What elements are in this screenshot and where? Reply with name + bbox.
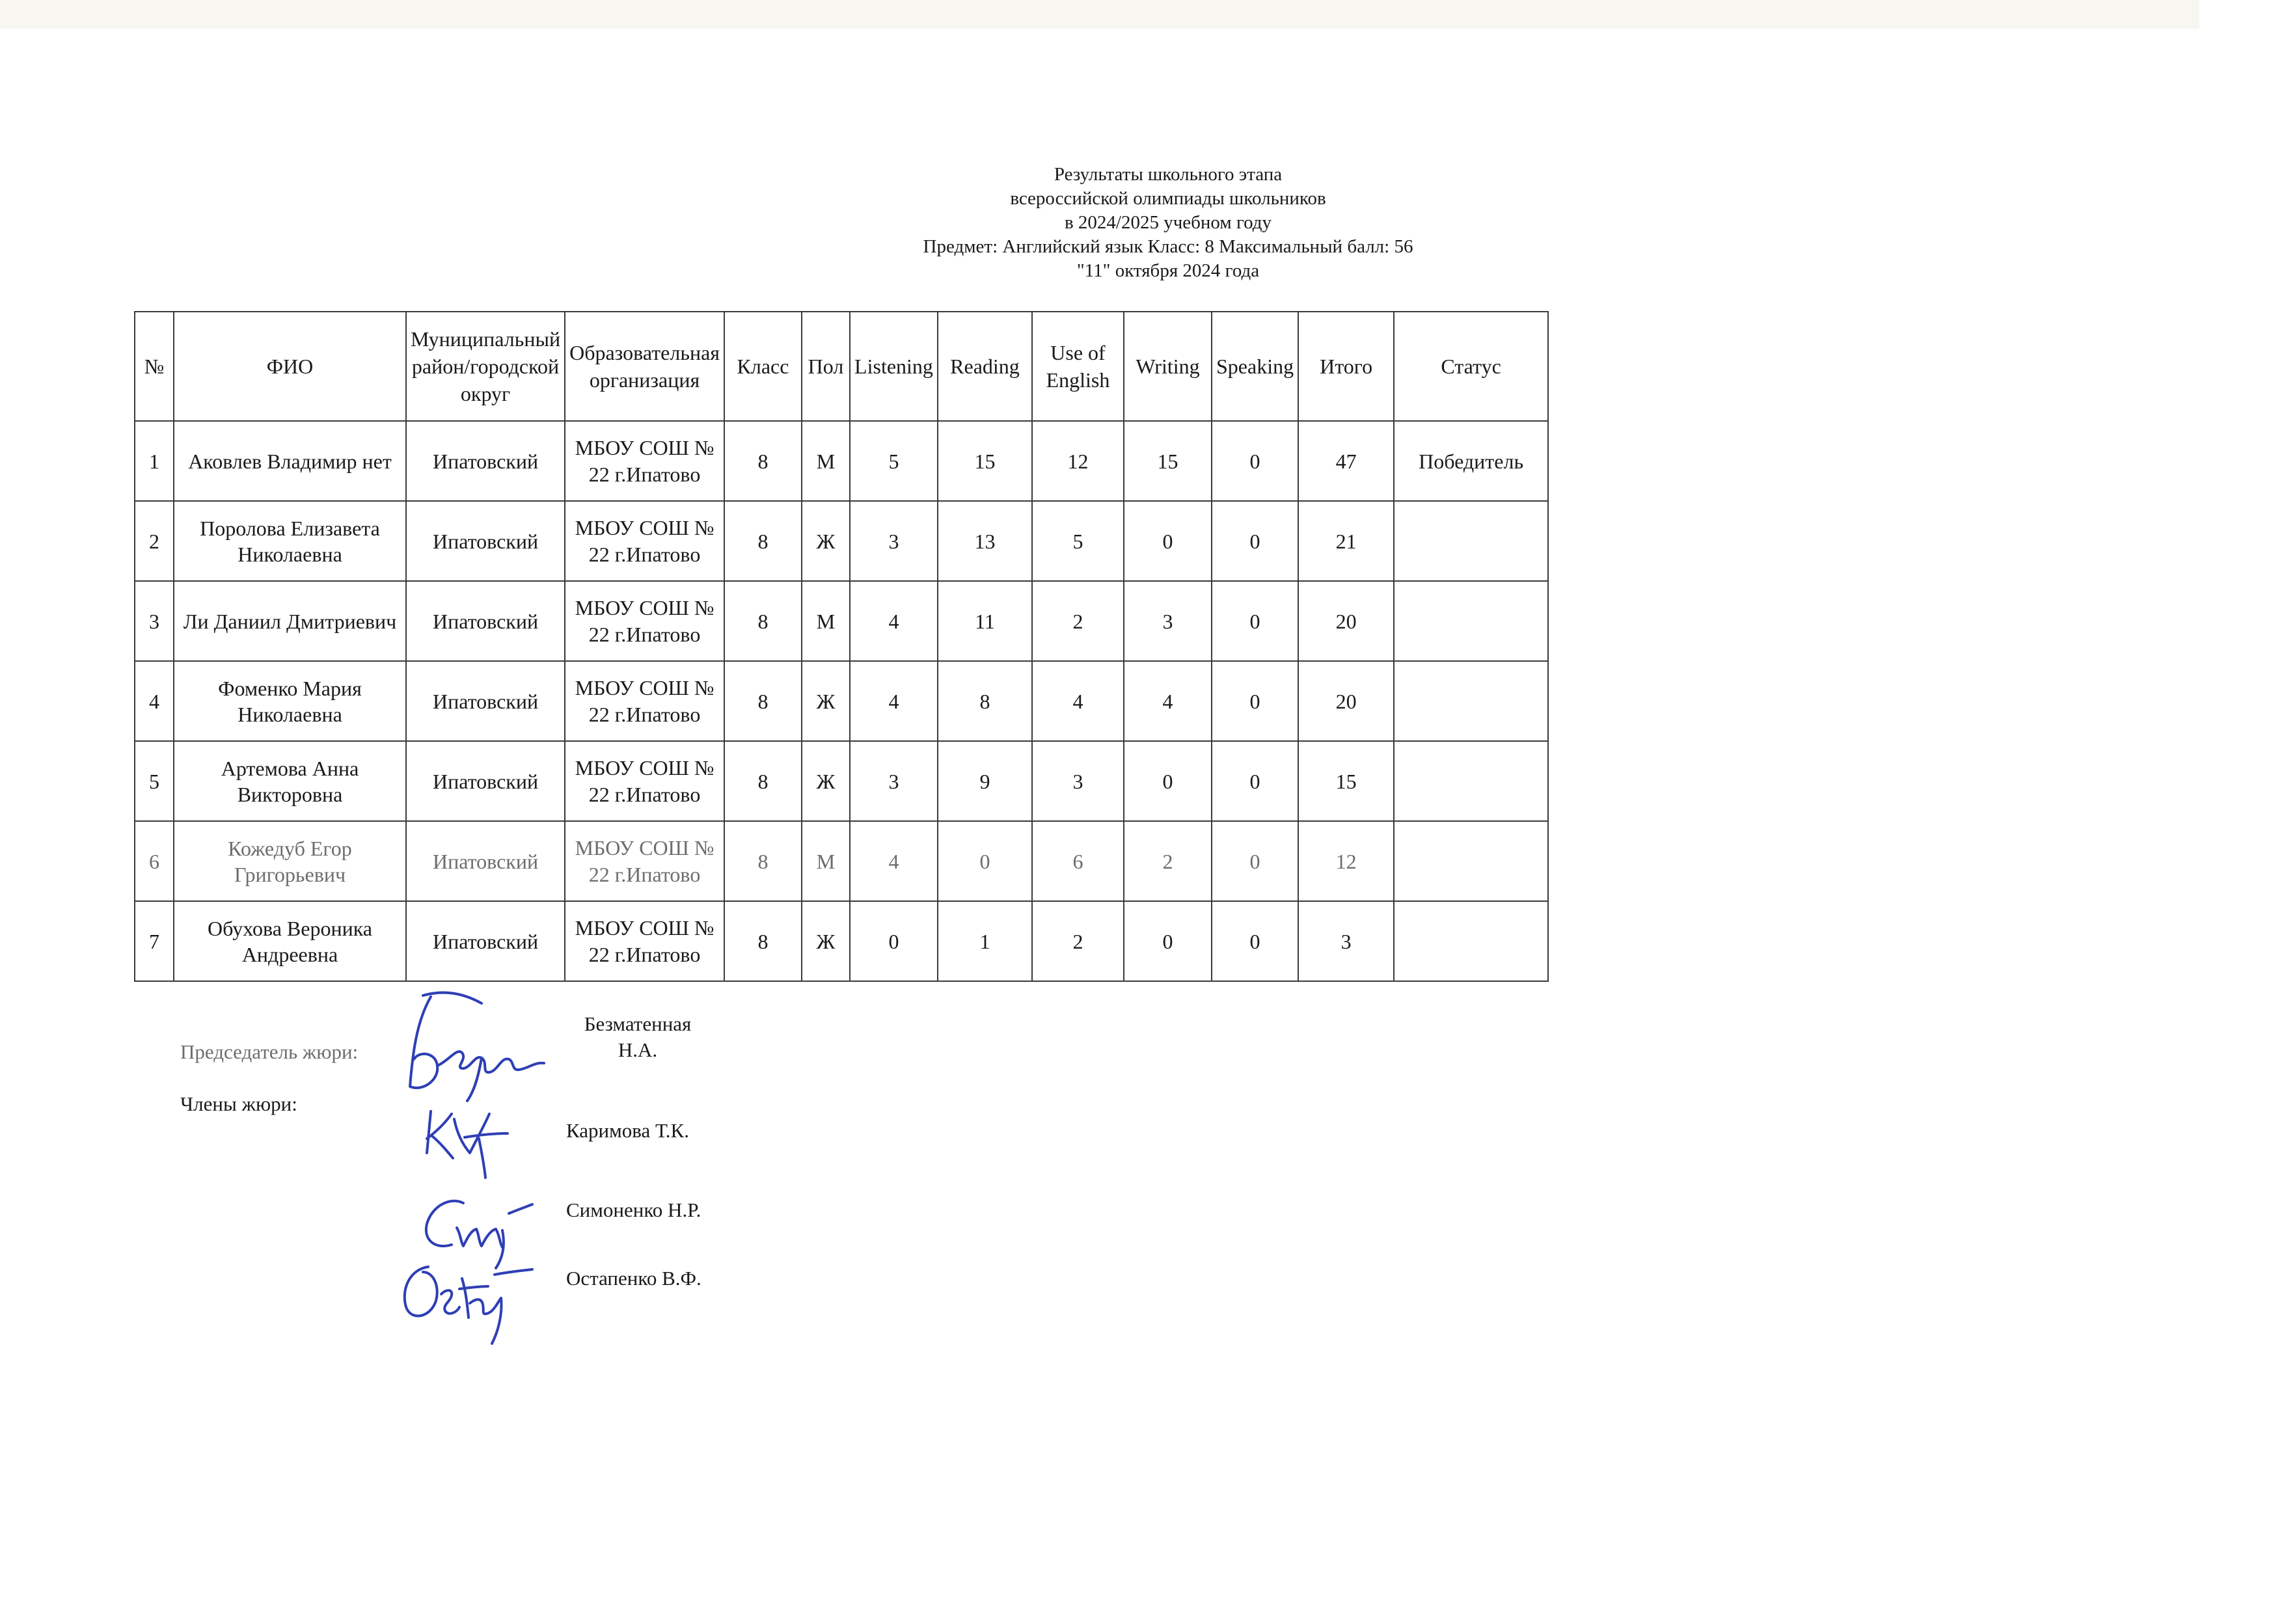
member-signature-icon [397, 1252, 540, 1350]
cell-speaking: 0 [1212, 581, 1298, 661]
table-row [135, 501, 1548, 581]
cell-writing: 4 [1124, 661, 1212, 741]
cell-status [1394, 581, 1548, 661]
cell-listening: 5 [850, 421, 938, 501]
cell-total: 12 [1298, 821, 1394, 901]
cell-total: 21 [1298, 501, 1394, 581]
cell-grade: 8 [724, 501, 802, 581]
column-header-sex: Пол [802, 312, 850, 421]
jury-chair-surname: Безматенная [584, 1012, 692, 1035]
cell-organization: МБОУ СОШ № 22 г.Ипатово [565, 661, 724, 741]
column-header-speaking: Speaking [1212, 312, 1298, 421]
cell-total: 20 [1298, 661, 1394, 741]
cell-speaking: 0 [1212, 501, 1298, 581]
table-row [135, 661, 1548, 741]
results-table [134, 311, 1549, 982]
member-signature-icon [418, 1187, 535, 1272]
cell-num: 3 [135, 581, 174, 661]
table-row [135, 421, 1548, 501]
cell-organization: МБОУ СОШ № 22 г.Ипатово [565, 501, 724, 581]
cell-grade: 8 [724, 821, 802, 901]
cell-fio: Фоменко Мария Николаевна [174, 661, 406, 741]
jury-member-name: Каримова Т.К. [566, 1119, 689, 1142]
cell-status [1394, 501, 1548, 581]
cell-use-of-english: 5 [1032, 501, 1124, 581]
column-header-use-of-english: Use of English [1032, 312, 1124, 421]
scan-edge [0, 0, 2199, 29]
cell-fio: Кожедуб Егор Григорьевич [174, 821, 406, 901]
member-signature-icon [416, 1100, 514, 1184]
cell-fio: Артемова Анна Викторовна [174, 741, 406, 821]
cell-num: 4 [135, 661, 174, 741]
cell-organization: МБОУ СОШ № 22 г.Ипатово [565, 581, 724, 661]
cell-reading: 11 [938, 581, 1032, 661]
cell-grade: 8 [724, 741, 802, 821]
table-header-row [135, 312, 1548, 421]
column-header-grade: Класс [724, 312, 802, 421]
cell-sex: Ж [802, 501, 850, 581]
cell-organization: МБОУ СОШ № 22 г.Ипатово [565, 821, 724, 901]
cell-writing: 0 [1124, 901, 1212, 981]
cell-municipality: Ипатовский [406, 421, 565, 501]
cell-sex: Ж [802, 741, 850, 821]
cell-listening: 3 [850, 501, 938, 581]
cell-writing: 2 [1124, 821, 1212, 901]
cell-writing: 15 [1124, 421, 1212, 501]
column-header-status: Статус [1394, 312, 1548, 421]
cell-writing: 3 [1124, 581, 1212, 661]
cell-fio: Обухова Вероника Андреевна [174, 901, 406, 981]
document-header [573, 163, 1763, 283]
cell-speaking: 0 [1212, 821, 1298, 901]
cell-listening: 3 [850, 741, 938, 821]
chair-signature-icon [384, 982, 553, 1106]
cell-municipality: Ипатовский [406, 821, 565, 901]
cell-sex: Ж [802, 661, 850, 741]
cell-listening: 0 [850, 901, 938, 981]
cell-grade: 8 [724, 661, 802, 741]
column-header-listening: Listening [850, 312, 938, 421]
cell-speaking: 0 [1212, 901, 1298, 981]
cell-total: 15 [1298, 741, 1394, 821]
cell-use-of-english: 6 [1032, 821, 1124, 901]
jury-member-name: Остапенко В.Ф. [566, 1267, 701, 1290]
cell-num: 1 [135, 421, 174, 501]
cell-num: 5 [135, 741, 174, 821]
header-title: Результаты школьного этапа [1054, 164, 1283, 185]
cell-reading: 13 [938, 501, 1032, 581]
column-header-num: № [135, 312, 174, 421]
cell-reading: 9 [938, 741, 1032, 821]
cell-municipality: Ипатовский [406, 901, 565, 981]
jury-chair-initials: Н.А. [618, 1038, 658, 1061]
cell-status [1394, 901, 1548, 981]
cell-organization: МБОУ СОШ № 22 г.Ипатово [565, 741, 724, 821]
cell-sex: М [802, 821, 850, 901]
table-row [135, 581, 1548, 661]
cell-municipality: Ипатовский [406, 581, 565, 661]
cell-speaking: 0 [1212, 661, 1298, 741]
column-header-total: Итого [1298, 312, 1394, 421]
header-subject: Предмет: Английский язык Класс: 8 Максимальный балл: 56 [923, 236, 1413, 257]
cell-listening: 4 [850, 661, 938, 741]
jury-chair-label: Председатель жюри: [180, 1040, 359, 1063]
table-row [135, 821, 1548, 901]
cell-grade: 8 [724, 901, 802, 981]
cell-reading: 8 [938, 661, 1032, 741]
cell-speaking: 0 [1212, 421, 1298, 501]
cell-speaking: 0 [1212, 741, 1298, 821]
cell-writing: 0 [1124, 501, 1212, 581]
cell-sex: М [802, 421, 850, 501]
cell-fio: Поролова Елизавета Николаевна [174, 501, 406, 581]
cell-use-of-english: 12 [1032, 421, 1124, 501]
jury-member-name: Симоненко Н.Р. [566, 1198, 701, 1221]
cell-municipality: Ипатовский [406, 501, 565, 581]
column-header-organization: Образовательная организация [565, 312, 724, 421]
cell-use-of-english: 2 [1032, 581, 1124, 661]
column-header-reading: Reading [938, 312, 1032, 421]
cell-total: 47 [1298, 421, 1394, 501]
cell-status: Победитель [1394, 421, 1548, 501]
cell-organization: МБОУ СОШ № 22 г.Ипатово [565, 421, 724, 501]
cell-fio: Ли Даниил Дмитриевич [174, 581, 406, 661]
header-year: в 2024/2025 учебном году [1064, 212, 1272, 233]
cell-status [1394, 741, 1548, 821]
cell-reading: 0 [938, 821, 1032, 901]
cell-total: 20 [1298, 581, 1394, 661]
cell-grade: 8 [724, 581, 802, 661]
cell-use-of-english: 4 [1032, 661, 1124, 741]
table-row [135, 901, 1548, 981]
cell-grade: 8 [724, 421, 802, 501]
cell-total: 3 [1298, 901, 1394, 981]
cell-status [1394, 821, 1548, 901]
column-header-fio: ФИО [174, 312, 406, 421]
cell-sex: М [802, 581, 850, 661]
cell-fio: Аковлев Владимир нет [174, 421, 406, 501]
header-subtitle: всероссийской олимпиады школьников [1010, 188, 1326, 209]
cell-listening: 4 [850, 581, 938, 661]
cell-use-of-english: 2 [1032, 901, 1124, 981]
cell-organization: МБОУ СОШ № 22 г.Ипатово [565, 901, 724, 981]
jury-members-label: Члены жюри: [180, 1092, 297, 1115]
cell-writing: 0 [1124, 741, 1212, 821]
cell-municipality: Ипатовский [406, 661, 565, 741]
column-header-writing: Writing [1124, 312, 1212, 421]
cell-status [1394, 661, 1548, 741]
cell-listening: 4 [850, 821, 938, 901]
cell-num: 7 [135, 901, 174, 981]
column-header-municipality: Муниципальный район/городской округ [406, 312, 565, 421]
cell-municipality: Ипатовский [406, 741, 565, 821]
cell-reading: 1 [938, 901, 1032, 981]
jury-chair-name [566, 1011, 709, 1063]
table-row [135, 741, 1548, 821]
cell-reading: 15 [938, 421, 1032, 501]
cell-sex: Ж [802, 901, 850, 981]
cell-num: 2 [135, 501, 174, 581]
cell-use-of-english: 3 [1032, 741, 1124, 821]
cell-num: 6 [135, 821, 174, 901]
header-date: "11" октября 2024 года [1076, 260, 1260, 281]
